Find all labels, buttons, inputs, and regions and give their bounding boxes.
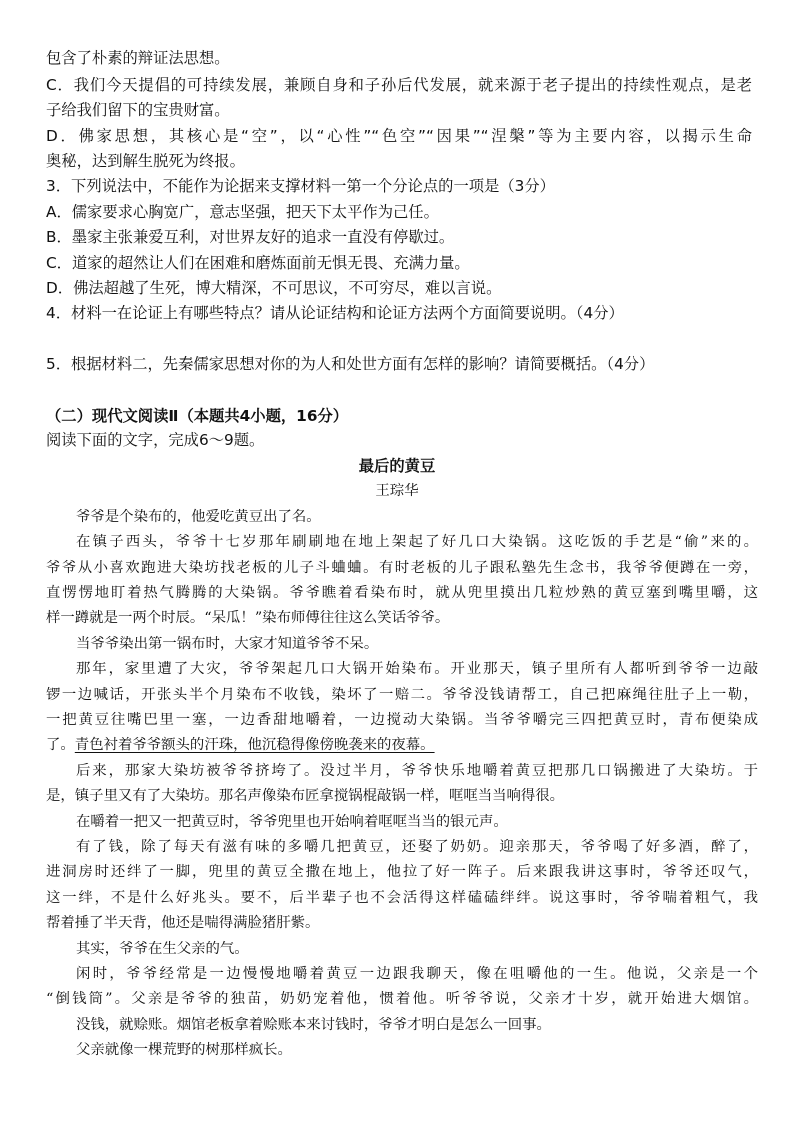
story-paragraph: 后来，那家大染坊被爷爷挤垮了。没过半月，爷爷快乐地嚼着黄豆把那几口锅搬进了大染坊。于 — [76, 763, 758, 779]
story-paragraph: 当爷爷染出第一锅布时，大家才知道爷爷不呆。 — [76, 636, 379, 652]
option-c-line: 子给我们留下的宝贵财富。 — [46, 101, 230, 119]
story-paragraph: 有了钱，除了每天有滋有味的多嚼几把黄豆，还娶了奶奶。迎亲那天，爷爷喝了好多酒，醉了， — [76, 839, 758, 855]
story-text: 了。 — [46, 737, 75, 753]
story-paragraph: 是，镇子里又有了大染坊。那名声像染布匠拿搅锅棍敲锅一样，哐哐当当响得很。 — [46, 788, 565, 804]
story-paragraph: 进洞房时还绊了一脚，兜里的黄豆全撒在地上，他拉了好一阵子。后来跟我讲这事时，爷爷还叹气， — [46, 864, 758, 880]
story-paragraph: 这一绊，不是什么好兆头。要不，后半辈子也不会活得这样磕磕绊绊。说这事时，爷爷喘着粗气，我 — [46, 890, 758, 906]
story-paragraph: 闲时，爷爷经常是一边慢慢地嚼着黄豆一边跟我聊天，像在咀嚼他的一生。他说，父亲是一个 — [76, 966, 758, 982]
story-paragraph: 没钱，就赊账。烟馆老板拿着赊账本来讨钱时，爷爷才明白是怎么一回事。 — [76, 1017, 551, 1033]
option-d-line: 奥秘，达到解生脱死为终报。 — [46, 152, 245, 170]
story-paragraph: 其实，爷爷在生父亲的气。 — [76, 941, 249, 957]
story-paragraph: “倒钱筒”。父亲是爷爷的独苗，奶奶宠着他，惯着他。听爷爷说，父亲才十岁，就开始进大烟馆。 — [46, 991, 758, 1007]
section-heading: （二）现代文阅读Ⅱ（本题共4小题，16分） — [46, 407, 349, 425]
story-paragraph: 父亲就像一棵荒野的树那样疯长。 — [76, 1042, 292, 1058]
story-paragraph: 爷爷是个染布的，他爱吃黄豆出了名。 — [76, 509, 321, 525]
underlined-sentence: 青色衬着爷爷额头的汗珠，他沉稳得像傍晚袭来的夜幕。 — [74, 737, 435, 753]
story-paragraph — [46, 733, 758, 757]
question-3-option-d: D．佛法超越了生死，博大精深，不可思议，不可穷尽，难以言说。 — [46, 279, 502, 297]
story-author: 王琮华 — [375, 483, 419, 499]
option-d-line: D．佛家思想，其核心是“空”，以“心性”“色空”“因果”“涅槃”等为主要内容，以揭示生命 — [46, 127, 752, 145]
question-3-option-c: C．道家的超然让人们在困难和磨炼面前无惧无畏、充满力量。 — [46, 254, 470, 272]
story-paragraph: 锣一边喊话，开张头半个月染布不收钱，染坏了一赔二。爷爷没钱请帮工，自己把麻绳往肚子上一勒， — [46, 687, 758, 703]
story-paragraph: 在镇子西头，爷爷十七岁那年刷刷地在地上架起了好几口大染锅。这吃饭的手艺是“偷”来的。 — [76, 534, 758, 550]
question-3-stem: 3．下列说法中，不能作为论据来支撑材料一第一个分论点的一项是（3分） — [46, 177, 555, 195]
question-3-option-a: A．儒家要求心胸宽广，意志坚强，把天下太平作为己任。 — [46, 203, 439, 221]
story-paragraph: 在嚼着一把又一把黄豆时，爷爷兜里也开始响着哐哐当当的银元声。 — [76, 814, 508, 830]
material-text-line: 包含了朴素的辩证法思想。 — [46, 49, 230, 67]
story-title: 最后的黄豆 — [358, 457, 436, 475]
story-paragraph: 一把黄豆往嘴巴里一塞，一边香甜地嚼着，一边搅动大染锅。当爷爷嚼完三四把黄豆时，青布便染成 — [46, 712, 758, 728]
story-paragraph: 那年，家里遭了大灾，爷爷架起几口大锅开始染布。开业那天，镇子里所有人都听到爷爷一边敲 — [76, 661, 758, 677]
question-4: 4．材料一在论证上有哪些特点？请从论证结构和论证方法两个方面简要说明。（4分） — [46, 304, 624, 322]
story-paragraph: 帮着捶了半天背，他还是喘得满脸猪肝紫。 — [46, 915, 320, 931]
story-paragraph: 爷爷从小喜欢跑进大染坊找老板的儿子斗蛐蛐。有时老板的儿子跟私塾先生念书，我爷爷便蹲在一旁， — [46, 560, 758, 576]
story-paragraph: 样一蹲就是一两个时辰。“呆瓜！”染布师傅往往这么笑话爷爷。 — [46, 610, 450, 626]
section-instruction: 阅读下面的文字，完成6～9题。 — [46, 431, 265, 449]
question-3-option-b: B．墨家主张兼爱互利，对世界友好的追求一直没有停歇过。 — [46, 228, 455, 246]
question-5: 5．根据材料二，先秦儒家思想对你的为人和处世方面有怎样的影响？请简要概括。（4分） — [46, 355, 655, 373]
story-paragraph: 直愣愣地盯着热气腾腾的大染锅。爷爷瞧着看染布时，就从兜里摸出几粒炒熟的黄豆塞到嘴里嚼，这 — [46, 585, 758, 601]
option-c-line: C．我们今天提倡的可持续发展，兼顾自身和子孙后代发展，就来源于老子提出的持续性观点，是老 — [46, 76, 752, 94]
